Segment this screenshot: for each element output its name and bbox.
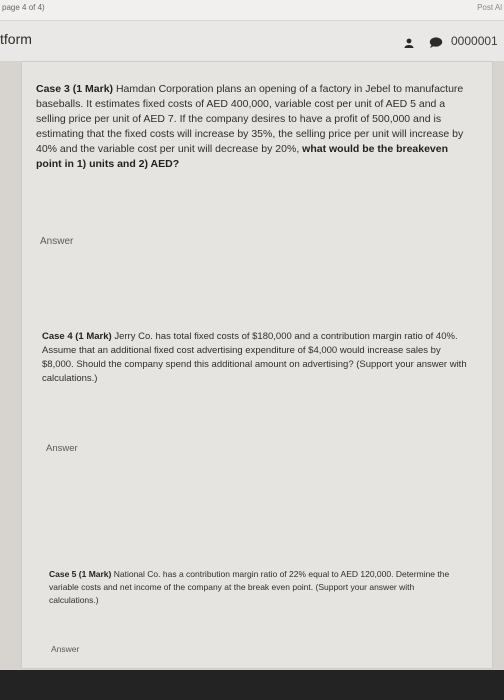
quiz-panel [22, 62, 492, 668]
app-title: tform [0, 31, 32, 47]
case-3-text [36, 82, 476, 172]
case-5-text [49, 568, 459, 607]
screen-bottom-bezel [0, 670, 504, 700]
app-header [0, 21, 504, 61]
post-link[interactable]: Post Al [477, 3, 502, 12]
user-icon[interactable] [404, 35, 414, 53]
browser-top-strip [0, 0, 504, 21]
case-4-text [42, 330, 472, 386]
notification-icon[interactable] [429, 35, 443, 53]
user-id: 0000001 [451, 34, 498, 48]
page-indicator: page 4 of 4) [2, 3, 45, 12]
case-3-answer-label[interactable]: Answer [40, 236, 74, 247]
case-4-heading: Case 4 (1 Mark) [42, 331, 112, 342]
case-4-answer-label[interactable]: Answer [46, 443, 78, 454]
case-5-heading: Case 5 (1 Mark) [49, 569, 112, 579]
case-5-answer-label[interactable]: Answer [51, 644, 80, 654]
case-3-heading: Case 3 (1 Mark) [36, 83, 114, 95]
case-4-body: Jerry Co. has total fixed costs of $180,000 and a contribution margin ratio of 40%. Assume that an additional fixed cost advertising expenditure of $4,000 would increase sales by $8,000. Should the company spend this additional amount on advertising? (Support your answer with calculations.) [42, 331, 467, 384]
case-3-body: Hamdan Corporation plans an opening of a factory in Jebel to manufacture baseballs. It estimates fixed costs of AED 400,000, variable cost per unit of AED 5 and a selling price per unit of AED 7. If the company desires to have a profit of 500,000 and is estimating that the fixed costs will increase by 35%, the selling price per unit will increase by 40% and the variable cost per unit will decrease by 20%, [36, 83, 464, 155]
case-5-body: National Co. has a contribution margin ratio of 22% equal to AED 120,000. Determine the variable costs and net income of the company at the break even point. (Support your answer with calculations.) [49, 569, 450, 605]
case-3-question: what would be the breakeven point in 1) units and 2) AED? [36, 143, 449, 170]
